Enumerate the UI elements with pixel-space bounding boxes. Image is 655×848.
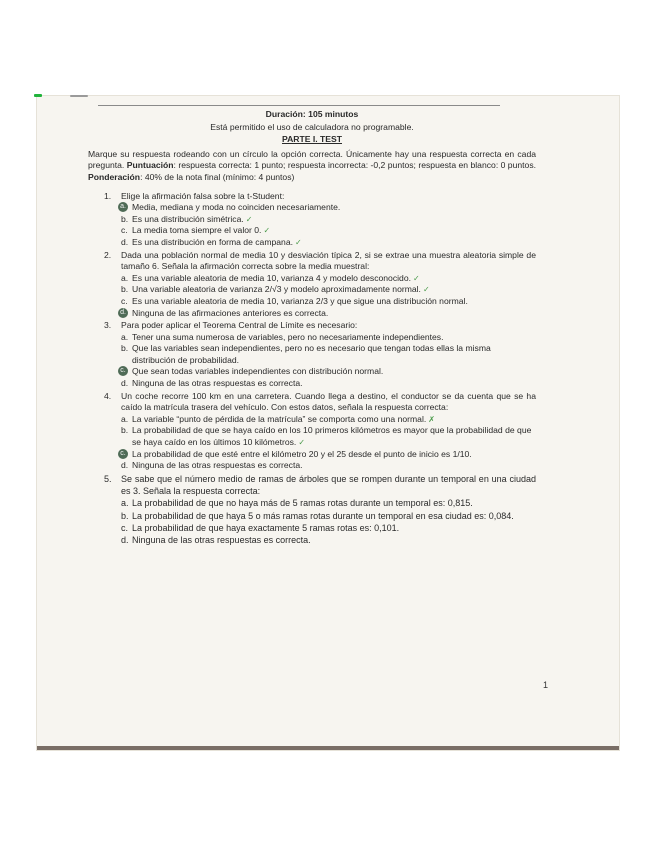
page-number: 1 — [543, 680, 549, 690]
paper-bottom-edge — [37, 746, 619, 750]
option-letter: a. — [121, 413, 129, 424]
option-text: Es una variable aleatoria de media 10, varianza 2/3 y que sigue una distribución normal. — [132, 295, 468, 306]
option-a — [121, 202, 536, 214]
option-text: La variable “punto de pérdida de la matrícula” se comporta como una normal. — [132, 413, 427, 424]
option-list — [121, 273, 536, 319]
option-letter: c. — [121, 295, 128, 306]
option-text: La probabilidad de que esté entre el kilómetro 20 y el 25 desde el punto de inicio es 1/10. — [132, 448, 472, 459]
question-number: 2. — [104, 249, 112, 260]
option-text: Que sean todas variables independientes con distribución normal. — [132, 366, 384, 377]
instructions-weighting-label: Ponderación — [88, 171, 141, 182]
instructions-text-3: : 40% de la nota final (mínimo: 4 puntos) — [140, 171, 295, 182]
question-number: 1. — [104, 190, 112, 201]
check-mark-icon: ✓ — [298, 438, 306, 448]
option-a — [121, 332, 536, 344]
exam-content — [88, 109, 536, 548]
question-text: Elige la afirmación falsa sobre la t-Student: — [121, 190, 285, 201]
option-a — [121, 414, 536, 426]
option-text: Es una variable aleatoria de media 10, varianza 4 y modelo desconocido. — [132, 272, 411, 283]
option-letter: a. — [121, 331, 129, 342]
option-text: La probabilidad de que se haya caído en los 10 primeros kilómetros es mayor que la probabilidad de que se haya caído en los últimos 10 kilómetros. — [132, 425, 532, 448]
option-letter: a. — [121, 498, 129, 509]
option-text: Una variable aleatoria de varianza 2/√3 y modelo aproximadamente normal. — [132, 284, 421, 295]
option-letter: b. — [121, 284, 129, 295]
option-text: La media toma siempre el valor 0. — [132, 225, 262, 236]
option-b — [121, 214, 536, 226]
option-letter: b. — [121, 213, 129, 224]
option-letter: c. — [121, 523, 129, 533]
option-text: Que las variables sean independientes, pero no es necesario que tengan todas ellas la misma distribución de probabilidad. — [132, 343, 491, 365]
option-text: Ninguna de las afirmaciones anteriores es correcta. — [132, 307, 329, 318]
cross-mark-icon: ✗ — [428, 414, 435, 424]
option-d — [121, 237, 536, 249]
option-c — [121, 366, 536, 378]
question-3 — [88, 320, 536, 390]
question-5 — [88, 473, 536, 547]
part-title: PARTE I. TEST — [281, 134, 342, 145]
gray-pen-mark — [70, 95, 88, 97]
option-letter: b. — [121, 425, 129, 436]
option-letter: b. — [121, 510, 129, 521]
option-text: La probabilidad de que haya exactamente 5 ramas rotas es: 0,101. — [132, 523, 400, 533]
option-letter: a. — [121, 272, 129, 283]
option-b — [121, 425, 536, 448]
option-text: Ninguna de las otras respuestas es correcta. — [132, 460, 303, 471]
instructions-text-2: : respuesta correcta: 1 punto; respuesta incorrecta: -0,2 puntos; respuesta en blanco: 0 puntos. — [173, 160, 537, 171]
option-b — [121, 284, 536, 296]
option-a — [121, 273, 536, 285]
question-number: 3. — [104, 320, 112, 331]
check-mark-icon: ✓ — [413, 273, 420, 283]
option-d — [121, 534, 536, 546]
question-4 — [88, 391, 536, 472]
option-letter: d. — [121, 378, 129, 389]
question-number: 4. — [104, 390, 112, 401]
option-text: La probabilidad de que no haya más de 5 ramas rotas durante un temporal es: 0,815. — [132, 498, 473, 509]
circled-answer-marker: c. — [118, 449, 128, 459]
instructions — [88, 149, 536, 184]
option-list — [121, 332, 536, 390]
option-letter: c. — [121, 225, 128, 236]
question-text: Se sabe que el número medio de ramas de árboles que se rompen durante un temporal en una ciudad es 3. Señala la respuesta correcta: — [121, 473, 536, 497]
option-c — [121, 225, 536, 237]
option-text: Es una distribución simétrica. — [132, 213, 244, 224]
option-letter: b. — [121, 343, 129, 354]
circled-answer-marker: a. — [118, 202, 128, 212]
option-text: Ninguna de las otras respuestas es correcta. — [132, 378, 303, 389]
calculator-note: Está permitido el uso de calculadora no programable. — [210, 121, 414, 132]
question-list — [88, 191, 536, 547]
question-text: Para poder aplicar el Teorema Central de Límite es necesario: — [121, 320, 358, 331]
question-2 — [88, 250, 536, 320]
option-c — [121, 522, 536, 534]
check-mark-icon: ✓ — [295, 237, 302, 247]
check-mark-icon: ✓ — [422, 285, 430, 295]
option-text: Es una distribución en forma de campana. — [132, 236, 293, 247]
green-pen-mark — [34, 94, 42, 97]
option-d — [121, 460, 536, 472]
check-mark-icon: ✓ — [245, 214, 253, 224]
option-text: Tener una suma numerosa de variables, pero no necesariamente independientes. — [132, 331, 444, 342]
circled-answer-marker: d. — [118, 308, 128, 318]
question-text: Un coche recorre 100 km en una carretera. Cuando llega a destino, el conductor se da cuenta que se ha caído la matrícula trasera del vehículo. Con estos datos, señala la respuesta correcta: — [121, 390, 536, 413]
question-text: Dada una población normal de media 10 y desviación típica 2, si se extrae una muestra aleatoria simple de tamaño 6. Señala la afirmación correcta sobre la media muestral: — [121, 249, 536, 272]
option-a — [121, 497, 536, 509]
question-number: 5. — [104, 473, 112, 484]
option-d — [121, 378, 536, 390]
option-b — [121, 510, 536, 522]
instructions-text-1: Marque su respuesta rodeando con un círculo la opción correcta. Únicamente hay una respuesta correcta en cada pregunta. — [88, 148, 536, 171]
circled-answer-marker: c. — [118, 366, 128, 376]
option-text: La probabilidad de que haya 5 o más ramas rotas durante un temporal en esa ciudad es: 0,084. — [132, 510, 514, 521]
exam-duration: Duración: 105 minutos — [265, 109, 359, 119]
option-text: Media, mediana y moda no coinciden necesariamente. — [132, 202, 341, 213]
option-c — [121, 449, 536, 461]
option-b — [121, 343, 536, 366]
option-list — [121, 202, 536, 248]
option-d — [121, 308, 536, 320]
option-text: Ninguna de las otras respuestas es correcta. — [132, 535, 311, 546]
option-list — [121, 497, 536, 546]
option-list — [121, 414, 536, 472]
option-letter: d. — [121, 236, 129, 247]
check-mark-icon: ✓ — [263, 226, 271, 236]
header-rule — [98, 105, 500, 106]
option-letter: d. — [121, 535, 129, 546]
instructions-scoring-label: Puntuación — [126, 160, 174, 171]
question-1 — [88, 191, 536, 249]
option-c — [121, 296, 536, 308]
option-letter: d. — [121, 460, 129, 471]
